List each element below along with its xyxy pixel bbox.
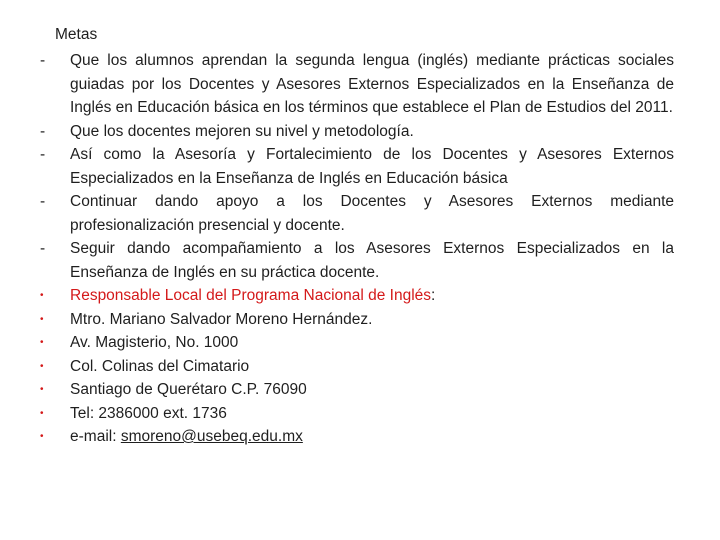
bullet-marker: • — [40, 431, 44, 442]
contact-colony: Col. Colinas del Cimatario — [70, 357, 250, 375]
contact-heading-item — [40, 284, 674, 308]
contact-item — [40, 425, 674, 449]
bullet-marker: • — [40, 407, 44, 419]
goal-text: Continuar dando apoyo a los Docentes y Asesores Externos mediante profesionalización presencial y docente. — [70, 193, 674, 234]
contact-address: Av. Magisterio, No. 1000 — [70, 334, 239, 351]
dash-marker: - — [40, 122, 46, 140]
goal-item — [40, 120, 674, 144]
contact-city: Santiago de Querétaro C.P. 76090 — [70, 381, 307, 398]
dash-marker: - — [40, 146, 46, 163]
goal-item — [40, 49, 674, 120]
contact-item — [40, 402, 674, 426]
dash-marker: - — [40, 240, 46, 257]
section-title: Metas — [55, 26, 98, 43]
contact-item — [40, 331, 674, 355]
content-list — [40, 49, 674, 449]
email-label: e-mail: — [70, 428, 117, 445]
bullet-marker: • — [40, 290, 44, 301]
goal-item — [40, 190, 674, 237]
contact-item — [40, 378, 674, 402]
contact-item — [40, 355, 674, 379]
bullet-marker: • — [40, 313, 44, 325]
bullet-marker: • — [40, 360, 44, 372]
contact-name: Mtro. Mariano Salvador Moreno Hernández. — [70, 310, 373, 328]
contact-heading-colon: : — [431, 287, 436, 304]
goal-item — [40, 237, 674, 284]
goal-text: Que los alumnos aprendan la segunda lengua (inglés) mediante prácticas sociales guiadas por los Docentes y Asesores Externos Especializados en la Enseñanza de Inglés en Educación básica en los términos que establece el Plan de Estudios del 2011. — [70, 52, 674, 116]
dash-marker: - — [40, 52, 46, 69]
goal-item — [40, 143, 674, 190]
contact-heading: Responsable Local del Programa Nacional de Inglés — [70, 287, 432, 304]
contact-item — [40, 308, 674, 332]
goal-text: Seguir dando acompañamiento a los Asesores Externos Especializados en la Enseñanza de Inglés en su práctica docente. — [70, 240, 674, 281]
dash-marker: - — [40, 193, 46, 210]
goal-text: Así como la Asesoría y Fortalecimiento de los Docentes y Asesores Externos Especializados en la Enseñanza de Inglés en Educación básica — [70, 146, 674, 187]
bullet-marker: • — [40, 337, 44, 348]
goal-text: Que los docentes mejoren su nivel y metodología. — [70, 122, 414, 140]
bullet-marker: • — [40, 384, 44, 395]
contact-phone: Tel: 2386000 ext. 1736 — [70, 404, 227, 422]
email-link[interactable]: smoreno@usebeq.edu.mx — [120, 428, 303, 445]
